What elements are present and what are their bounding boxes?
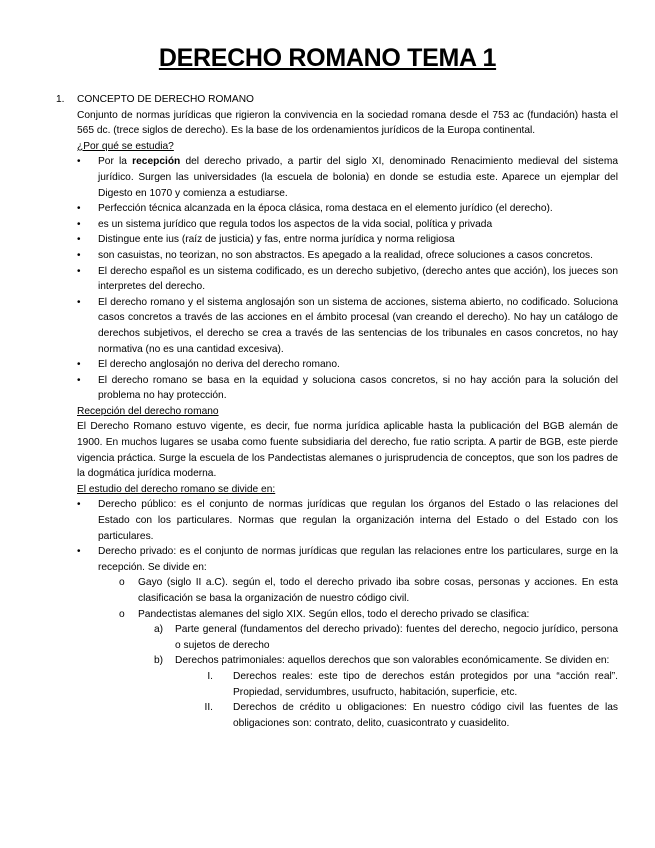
list-item xyxy=(77,295,618,357)
roman-list-item xyxy=(175,700,618,731)
alpha-list-item xyxy=(154,622,618,653)
bullet-icon: • xyxy=(77,218,81,230)
study-list xyxy=(56,497,618,575)
list-item-text: Distingue ente ius (raíz de justicia) y fas, entre norma jurídica y norma religiosa xyxy=(98,234,455,246)
alpha-marker: a) xyxy=(154,624,164,636)
list-item xyxy=(77,248,618,264)
circle-bullet-icon: o xyxy=(119,608,125,620)
roman-list-item-text: Derechos reales: este tipo de derechos están protegidos por una “acción real”. Propiedad, servidumbres, usufructo, habitación, superficie, etc. xyxy=(233,670,618,698)
list-item xyxy=(77,373,618,404)
sub-list-item xyxy=(119,575,618,606)
roman-list-item xyxy=(175,669,618,700)
list-item-text: El derecho romano y el sistema anglosajón son un sistema de acciones, sistema abierto, no codificado. Soluciona casos concretos a través de las acciones en el ámbito procesal (van creando el derecho). No hay un catálogo de derechos subjetivos, el derecho se crea a través de las sentencias de los tribunales en casos concretos, no hay normativa (no es una cantidad excesiva). xyxy=(98,296,618,355)
sub-list-item xyxy=(119,607,618,623)
reception-paragraph: El Derecho Romano estuvo vigente, es decir, fue norma jurídica aplicable hasta la publicación del BGB alemán de 1900. En muchos lugares se usaba como fuente subsidiaria del derecho, fue ratio scripta. A partir de BGB, este pierde vigencia práctica. Surge la escuela de los Pandectistas alemanes o jurisprudencia de conceptos, que son los padres de la dogmática jurídica moderna. xyxy=(77,421,618,480)
bullet-icon: • xyxy=(77,156,81,168)
bullet-icon: • xyxy=(77,296,81,308)
list-item-text: Perfección técnica alcanzada en la época clásica, roma destaca en el elemento jurídico (el derecho). xyxy=(98,203,553,215)
section-title: CONCEPTO DE DERECHO ROMANO xyxy=(77,94,254,105)
list-item xyxy=(77,544,618,575)
list-item xyxy=(77,264,618,295)
bullet-icon: • xyxy=(77,265,81,277)
bullet-icon: • xyxy=(77,234,81,246)
roman-marker: I. xyxy=(207,670,213,682)
list-item-text: El derecho español es un sistema codificado, es un derecho subjetivo, (derecho antes que acción), los jueces son interpretes del derecho. xyxy=(98,265,618,293)
alpha-list-item xyxy=(154,653,618,669)
alpha-list-item-text: Derechos patrimoniales: aquellos derechos que son valorables económicamente. Se dividen en: xyxy=(175,655,610,667)
section-number: 1. xyxy=(56,94,65,105)
page-title: DERECHO ROMANO TEMA 1 xyxy=(158,44,497,72)
list-item-text: Derecho público: es el conjunto de normas jurídicas que regulan los órganos del Estado o las relaciones del Estado con los particulares. Normas que regulan la organización interna del Estado o del Estado con los particulares. xyxy=(98,499,618,542)
list-item-text: Derecho privado: es el conjunto de normas jurídicas que regulan las relaciones entre los particulares, surge en la recepción. Se divide en: xyxy=(98,546,618,573)
why-heading: ¿Por qué se estudia? xyxy=(77,140,174,152)
study-heading: El estudio del derecho romano se divide en: xyxy=(77,483,276,495)
bullet-icon: • xyxy=(77,249,81,261)
list-item xyxy=(77,232,618,248)
alpha-marker: b) xyxy=(154,655,164,667)
pandect-list xyxy=(56,622,618,669)
bullet-icon: • xyxy=(77,499,81,511)
roman-list-item-text: Derechos de crédito u obligaciones: En nuestro código civil las fuentes de las obligaciones son: contrato, delito, cuasicontrato y cuasidelito. xyxy=(233,702,618,729)
why-list xyxy=(56,154,618,404)
private-sub-list xyxy=(56,575,618,622)
list-item xyxy=(77,154,618,201)
circle-bullet-icon: o xyxy=(119,577,125,589)
list-item xyxy=(77,217,618,233)
bullet-icon: • xyxy=(77,359,81,371)
roman-marker: II. xyxy=(204,702,213,714)
list-item xyxy=(77,497,618,544)
list-item-text: Por la recepción del derecho privado, a partir del siglo XI, denominado Renacimiento medieval del sistema jurídico. Surgen las universidades (la escuela de bolonia) en donde se estudia este. Aparece un ejemplar del Digesto en 1070 y comienza a estudiarse. xyxy=(98,156,618,199)
list-item-text: El derecho romano se basa en la equidad y soluciona casos concretos, si no hay acción para la solución del problema no hay protección. xyxy=(98,374,618,402)
sub-list-item-text: Pandectistas alemanes del siglo XIX. Según ellos, todo el derecho privado se clasifica: xyxy=(138,608,530,620)
list-item-text: es un sistema jurídico que regula todos los aspectos de la vida social, política y privada xyxy=(98,218,493,230)
sub-list-item-text: Gayo (siglo II a.C). según el, todo el derecho privado iba sobre cosas, personas y acciones. En esta clasificación se basa la organización de nuestro código civil. xyxy=(138,577,618,604)
roman-list xyxy=(56,669,618,731)
list-item-text: son casuistas, no teorizan, no son abstractos. Es apegado a la realidad, ofrece soluciones a casos concretos. xyxy=(98,249,593,261)
list-item xyxy=(77,357,618,373)
bullet-icon: • xyxy=(77,546,81,558)
list-item xyxy=(77,201,618,217)
list-item-text: El derecho anglosajón no deriva del derecho romano. xyxy=(98,359,340,371)
bullet-icon: • xyxy=(77,374,81,386)
document-body xyxy=(56,92,618,731)
bullet-icon: • xyxy=(77,203,81,215)
alpha-list-item-text: Parte general (fundamentos del derecho privado): fuentes del derecho, negocio jurídico, persona o sujetos de derecho xyxy=(175,624,618,651)
intro-paragraph: Conjunto de normas jurídicas que rigieron la convivencia en la sociedad romana desde el 753 ac (fundación) hasta el 565 dc. (trece siglos de derecho). Es la base de los ordenamientos jurídicos de la Europa continental. xyxy=(77,109,618,137)
section-heading xyxy=(56,92,618,108)
reception-heading: Recepción del derecho romano xyxy=(77,405,219,417)
